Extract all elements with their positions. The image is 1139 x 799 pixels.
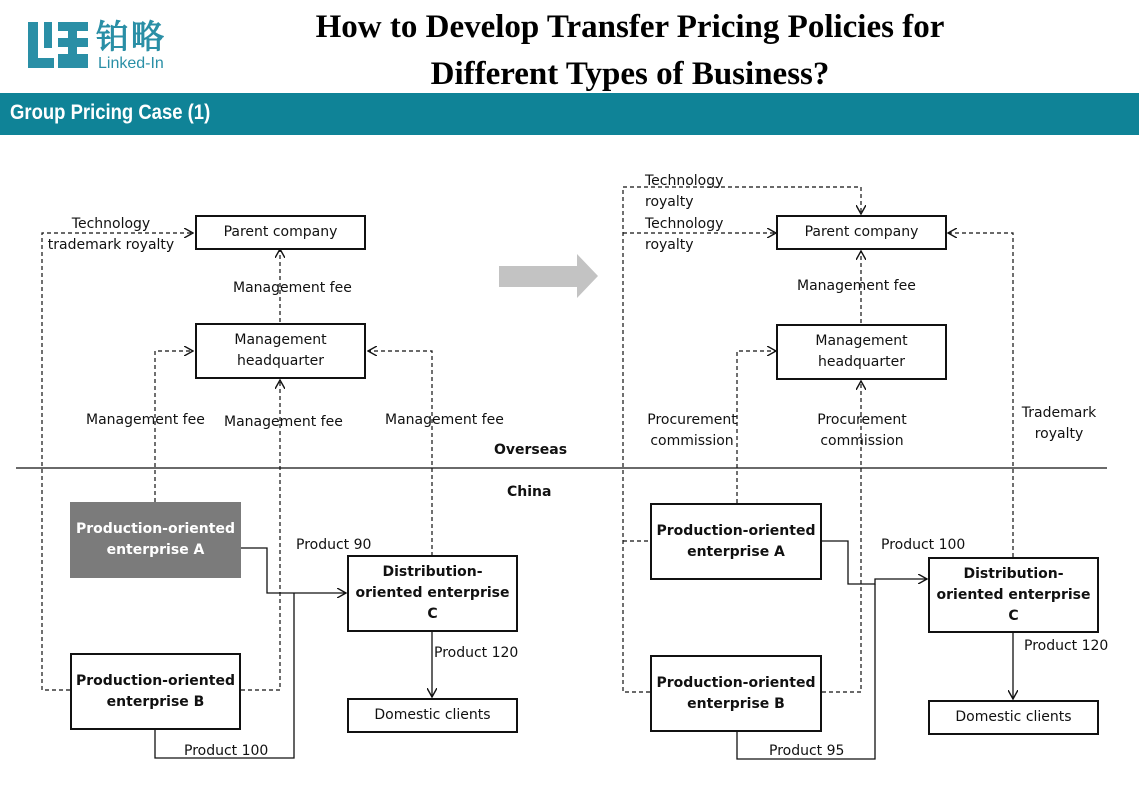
right-parent-company-node: Parent company [776,215,947,250]
right-label-product-c: Product 120 [1024,638,1109,654]
left-label-royalty: Technology trademark royalty [47,216,175,253]
right-label-procurement-b: Procurement commission [817,412,907,449]
title-line-2: Different Types of Business? [430,56,830,92]
transition-arrow-icon [499,254,598,298]
right-label-product-b: Product 95 [769,743,845,759]
left-domestic-clients-node: Domestic clients [347,698,518,733]
left-label-mgmt-fee-a: Management fee [86,412,205,428]
left-label-product-b: Product 100 [184,743,269,759]
right-trademark-royalty-line [948,233,1013,557]
left-label-mgmt-fee-c: Management fee [385,412,504,428]
region-label-china: China [507,484,552,500]
right-label-procurement-a: Procurement commission [647,412,737,449]
right-label-product-a: Product 100 [881,537,966,553]
right-label-trademark-royalty: Trademark royalty [1021,405,1097,442]
left-distribution-enterprise-c-node: Distribution-oriented enterprise C [347,555,518,632]
right-label-mgmt-fee-parent: Management fee [797,278,916,294]
left-production-enterprise-b-node: Production-oriented enterprise B [70,653,241,730]
right-production-enterprise-a-node: Production-oriented enterprise A [650,503,822,580]
right-distribution-enterprise-c-node: Distribution-oriented enterprise C [928,557,1099,633]
right-management-headquarter-node: Management headquarter [776,324,947,380]
left-label-mgmt-fee-parent: Management fee [233,280,352,296]
left-c-mgmt-fee-line [368,351,432,556]
right-label-tech-royalty-2: Technology royalty [645,216,724,253]
logo-english-text: Linked-In [98,55,164,72]
left-management-headquarter-node: Management headquarter [195,323,366,379]
left-production-enterprise-a-node: Production-oriented enterprise A [70,502,241,578]
left-parent-company-node: Parent company [195,215,366,250]
left-label-product-c: Product 120 [434,645,519,661]
title-line-1: How to Develop Transfer Pricing Policies for [315,9,945,45]
region-label-overseas: Overseas [494,442,568,458]
banner-title: Group Pricing Case (1) [10,101,211,124]
right-label-tech-royalty-1: Technology royalty [645,173,724,210]
right-domestic-clients-node: Domestic clients [928,700,1099,735]
left-royalty-line [42,233,193,690]
left-label-mgmt-fee-b: Management fee [224,414,343,430]
right-production-enterprise-b-node: Production-oriented enterprise B [650,655,822,732]
left-label-product-a: Product 90 [296,537,372,553]
logo-chinese-text: 铂略 [96,17,166,56]
